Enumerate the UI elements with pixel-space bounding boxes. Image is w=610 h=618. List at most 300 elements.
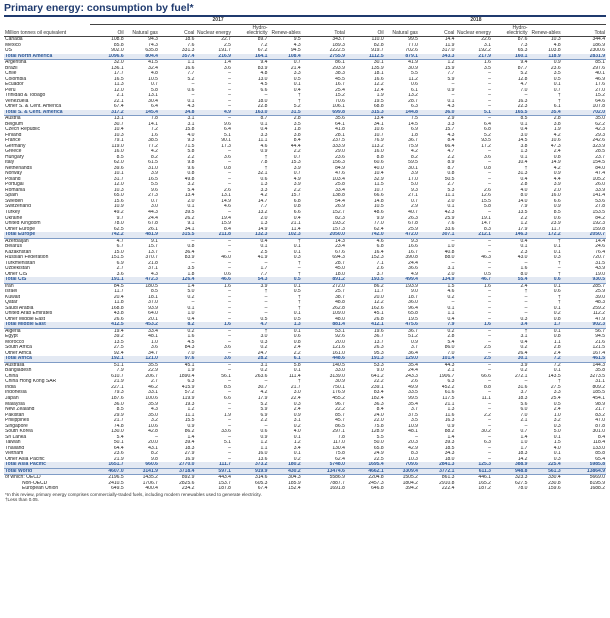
value-cell: 8.3: [410, 451, 418, 457]
value-cell: 159.6: [548, 486, 561, 492]
value-cell: 10.3: [408, 456, 418, 462]
value-cell: 5.1: [455, 110, 492, 116]
value-cell: 5.4: [187, 187, 195, 193]
row-label: Germany: [5, 143, 26, 149]
value-cell: 3.7: [376, 271, 384, 277]
value-cell: 117.5: [442, 396, 455, 401]
value-cell: 3.9: [293, 182, 301, 188]
column-header: Natural gas: [132, 30, 158, 36]
value-cell: 262.8: [332, 305, 345, 311]
value-cell: 15.5: [481, 198, 491, 204]
value-cell: 144.8: [385, 110, 419, 116]
row-label: Malaysia: [5, 401, 25, 407]
value-cell: 26.4: [517, 350, 528, 356]
value-cell: 185.9: [288, 480, 301, 486]
value-cell: 165.5: [492, 110, 529, 116]
value-cell: 646.8: [371, 486, 384, 492]
value-cell: 297.6: [592, 65, 605, 71]
value-cell: 7.9: [116, 368, 124, 374]
value-cell: 627.5: [514, 480, 528, 486]
value-cell: 3.1: [447, 266, 455, 272]
value-cell: 5985.8: [562, 462, 606, 468]
value-cell: 46.6: [195, 277, 232, 283]
value-cell: 38.7: [335, 294, 345, 300]
value-cell: 61.5: [148, 160, 158, 166]
value-cell: 85.7: [335, 412, 345, 418]
value-cell: –: [228, 350, 231, 356]
value-cell: 13.4: [184, 193, 195, 199]
value-cell: 5.6: [520, 401, 528, 407]
value-cell: 132.3: [232, 232, 269, 238]
row-label: Japan: [5, 396, 19, 401]
value-cell: 415.9: [181, 384, 195, 390]
value-cell: 6.1: [268, 356, 301, 362]
value-cell: 1.6: [187, 334, 195, 340]
value-cell: 108.4: [268, 54, 301, 60]
value-cell: –: [264, 93, 268, 99]
value-cell: 5.4: [116, 434, 124, 440]
value-cell: –: [488, 350, 491, 356]
value-cell: 31.5: [595, 260, 605, 266]
value-cell: 182.4: [371, 396, 384, 401]
value-cell: 12.0: [113, 182, 124, 188]
value-cell: 0.1: [520, 121, 528, 127]
value-cell: 11.1: [258, 138, 268, 144]
value-cell: 0.5: [483, 271, 491, 277]
value-cell: 9.9: [376, 215, 384, 221]
value-cell: 117.0: [332, 440, 345, 446]
row-label: Total Africa: [4, 356, 90, 362]
value-cell: 11.1: [481, 396, 491, 401]
value-cell: 125.3: [455, 462, 492, 468]
value-cell: 28.7: [408, 98, 418, 104]
value-cell: 34.1: [373, 121, 384, 127]
row-label: Venezuela: [5, 98, 29, 104]
value-cell: 0.1: [553, 434, 561, 440]
value-cell: 0.1: [293, 434, 301, 440]
value-cell: 7.6: [187, 42, 195, 48]
value-cell: 2.2: [293, 350, 301, 356]
value-cell: 3.9: [150, 171, 158, 177]
value-cell: 14.5: [408, 121, 418, 127]
value-cell: 4.3: [447, 132, 455, 138]
value-cell: 2.0: [187, 198, 195, 204]
value-cell: 16.6: [408, 244, 418, 250]
value-cell: 39.3: [444, 440, 455, 446]
value-cell: 26.0: [595, 182, 605, 188]
value-cell: 6.6: [223, 396, 231, 401]
value-cell: 38.5: [148, 138, 158, 144]
value-cell: 62.2: [595, 121, 605, 127]
value-cell: 6.6: [293, 209, 301, 215]
value-cell: 225.4: [528, 462, 561, 468]
value-cell: 75.8: [373, 423, 384, 429]
value-cell: 161.0: [332, 350, 345, 356]
value-cell: 5.4: [447, 339, 455, 345]
value-cell: 18.0: [444, 456, 455, 462]
value-cell: 11.5: [374, 182, 384, 188]
value-cell: –: [155, 434, 158, 440]
value-cell: 24.9: [373, 451, 384, 457]
value-cell: 31.5: [268, 110, 301, 116]
value-cell: 804.4: [125, 54, 159, 60]
value-cell: 307.1: [419, 232, 456, 238]
value-cell: –: [228, 171, 231, 177]
value-cell: 191.1: [90, 277, 124, 283]
value-cell: 370.7: [145, 255, 158, 261]
row-label: Brazil: [5, 65, 18, 71]
value-cell: †: [557, 238, 561, 244]
value-cell: 861.3: [441, 474, 455, 481]
value-cell: 107.8: [592, 104, 605, 110]
value-cell: 1.3: [520, 149, 528, 155]
value-cell: 216.9: [195, 54, 232, 60]
value-cell: –: [228, 362, 231, 368]
value-cell: 89.7: [257, 36, 268, 42]
value-cell: –: [488, 87, 491, 93]
value-cell: 1.4: [223, 59, 231, 66]
value-cell: 140.5: [332, 362, 345, 368]
value-cell: 7.7: [447, 71, 455, 77]
value-cell: 0.1: [293, 244, 301, 250]
value-cell: †: [297, 260, 301, 266]
value-cell: 9.0: [410, 289, 418, 295]
value-cell: 3.7: [410, 345, 418, 351]
value-cell: 67.8: [148, 221, 158, 227]
value-cell: 87.7: [517, 65, 528, 71]
row-label: Chile: [5, 71, 17, 77]
value-cell: 67.6: [335, 249, 345, 255]
row-label: Austria: [5, 115, 21, 122]
value-cell: 1.4: [447, 434, 455, 440]
value-cell: 0.7: [520, 429, 528, 435]
value-cell: 1.6: [483, 59, 491, 66]
value-cell: –: [488, 71, 491, 77]
value-cell: –: [228, 176, 231, 182]
value-cell: 2.2: [293, 187, 301, 193]
value-cell: 3.9: [293, 165, 301, 171]
value-cell: 3.7: [520, 390, 528, 396]
value-cell: –: [228, 115, 231, 122]
value-cell: 192.1: [90, 356, 124, 362]
value-cell: 0.7: [553, 87, 561, 93]
value-cell: 2050.7: [562, 232, 606, 238]
value-cell: 26.8: [373, 316, 384, 322]
value-cell: 103.4: [332, 176, 345, 182]
value-cell: –: [524, 294, 528, 300]
value-cell: 185.5: [592, 390, 605, 396]
value-cell: 1.2: [260, 440, 268, 446]
value-cell: 121.5: [592, 345, 605, 351]
value-cell: 152.7: [332, 209, 345, 215]
value-cell: 83.4: [373, 390, 384, 396]
value-cell: 6.1: [553, 104, 561, 110]
value-cell: 6.8: [376, 244, 384, 250]
value-cell: 6.0: [520, 407, 528, 413]
value-cell: 3.9: [520, 362, 528, 368]
column-header: Hydro-electricity: [506, 25, 528, 36]
value-cell: 5586.9: [329, 474, 345, 481]
value-cell: 357.4: [159, 54, 196, 60]
value-cell: 4.7: [116, 238, 124, 244]
value-cell: 6.8: [293, 198, 301, 204]
value-cell: –: [228, 87, 231, 93]
value-cell: 2770.0: [159, 462, 196, 468]
value-cell: –: [524, 379, 528, 385]
value-cell: 9.8: [150, 456, 158, 462]
row-label: Netherlands: [5, 165, 32, 171]
value-cell: 0.1: [447, 98, 455, 104]
value-cell: 54.4: [335, 198, 345, 204]
value-cell: 118.4: [592, 440, 605, 446]
value-cell: 5.2: [293, 104, 301, 110]
value-cell: 15.2: [335, 93, 345, 99]
value-cell: 15.8: [184, 127, 195, 133]
value-cell: 561.3: [528, 468, 561, 475]
value-cell: 0.1: [187, 204, 195, 210]
row-label: Other Europe: [5, 226, 36, 232]
value-cell: 3.2: [187, 182, 195, 188]
value-cell: 3.1: [187, 121, 195, 127]
value-cell: –: [297, 266, 301, 272]
value-cell: 9.6: [223, 121, 231, 127]
row-label: Czech Republic: [5, 127, 41, 133]
value-cell: 2.5: [455, 356, 492, 362]
value-cell: 42.8: [148, 429, 158, 435]
value-cell: 15.0: [113, 249, 124, 255]
value-cell: 37.5: [408, 412, 418, 418]
value-cell: 10.9: [113, 204, 124, 210]
value-cell: 452.2: [441, 384, 455, 390]
value-cell: 1505.2: [402, 474, 418, 481]
value-cell: 4.9: [293, 176, 301, 182]
value-cell: 40.8: [444, 249, 455, 255]
value-cell: 259.2: [592, 305, 605, 311]
value-cell: 32.1: [257, 171, 268, 177]
value-cell: 27.3: [148, 193, 158, 199]
value-cell: 0.3: [520, 316, 528, 322]
value-cell: –: [415, 434, 418, 440]
value-cell: 11.3: [114, 82, 124, 88]
value-cell: 3.6: [483, 154, 491, 160]
value-cell: 12.2: [373, 82, 384, 88]
value-cell: –: [488, 407, 491, 413]
value-cell: 3139.0: [329, 373, 345, 379]
value-cell: 11.7: [374, 289, 384, 295]
value-cell: –: [488, 300, 491, 306]
value-cell: 0.9: [447, 423, 455, 429]
value-cell: 32.9: [373, 176, 384, 182]
value-cell: 84.2: [595, 215, 605, 221]
value-cell: 3.6: [195, 356, 232, 362]
value-cell: 77.2: [148, 143, 158, 149]
value-cell: 36.7: [373, 334, 384, 340]
value-cell: 34.1: [184, 226, 195, 232]
value-cell: 702.6: [405, 48, 418, 54]
value-cell: 38.3: [335, 71, 345, 77]
value-cell: 649.5: [111, 486, 124, 492]
value-cell: 5669.0: [589, 474, 605, 481]
value-cell: 3.6: [116, 271, 124, 277]
value-cell: 16.4: [373, 249, 384, 255]
value-cell: 6.9: [410, 127, 418, 133]
value-cell: 2.2: [187, 154, 195, 160]
value-cell: 47.4: [595, 171, 605, 177]
value-cell: 49.2: [113, 209, 124, 215]
value-cell: 3.5: [483, 65, 491, 71]
value-cell: 112.2: [592, 311, 605, 317]
value-cell: 3.3: [260, 187, 268, 193]
value-cell: 111.4: [288, 373, 301, 379]
value-cell: –: [488, 362, 491, 368]
value-cell: –: [228, 368, 231, 374]
value-cell: 193.2: [332, 221, 345, 227]
value-cell: 5.0: [553, 429, 561, 435]
value-cell: 83.2: [595, 412, 605, 418]
value-cell: 0.2: [260, 368, 268, 374]
value-cell: 333.9: [332, 143, 345, 149]
value-cell: 611.3: [455, 468, 492, 475]
value-cell: 5.9: [447, 76, 455, 82]
value-cell: 24.0: [373, 412, 384, 418]
value-cell: 7.2: [260, 42, 268, 48]
value-cell: 64.0: [148, 311, 158, 317]
value-cell: 15.2: [595, 93, 605, 99]
value-cell: 71.5: [184, 143, 195, 149]
row-label: United Arab Emirates: [5, 311, 53, 317]
value-cell: 92.6: [335, 334, 345, 340]
value-cell: 100.6: [145, 396, 158, 401]
column-header: Coal: [444, 30, 455, 36]
value-cell: 35.9: [148, 401, 158, 407]
value-cell: 95.3: [373, 350, 384, 356]
row-label: Other Asia Pacific: [5, 456, 45, 462]
value-cell: 28.5: [595, 149, 605, 155]
value-cell: 8.9: [447, 160, 455, 166]
value-cell: 16.6: [184, 65, 195, 71]
value-cell: 151.5: [111, 255, 124, 261]
value-cell: 472.0: [385, 232, 419, 238]
value-cell: 30.1: [408, 165, 418, 171]
value-cell: †: [297, 294, 301, 300]
value-cell: 6.7: [116, 244, 124, 250]
value-cell: 0.1: [553, 305, 561, 311]
row-label: Ecuador: [5, 82, 24, 88]
value-cell: 304.3: [288, 474, 301, 481]
value-cell: 86.2: [373, 283, 384, 289]
value-cell: 9.1: [187, 221, 195, 227]
row-label: Russian Federation: [5, 255, 49, 261]
value-cell: 0.6: [260, 429, 268, 435]
value-cell: 0.9: [187, 423, 195, 429]
value-cell: 1691.8: [329, 486, 345, 492]
value-cell: 0.1: [293, 283, 301, 289]
value-cell: 157.3: [332, 226, 345, 232]
value-cell: 26.3: [408, 215, 418, 221]
value-cell: 186.9: [592, 42, 605, 48]
value-cell: 27.0: [595, 87, 605, 93]
value-cell: 7.9: [520, 204, 528, 210]
value-cell: 10.6: [550, 138, 561, 144]
value-cell: 8.4: [376, 407, 384, 413]
value-cell: 301.0: [592, 429, 605, 435]
value-cell: 4.0: [187, 132, 195, 138]
value-cell: 0.5: [293, 316, 301, 322]
value-cell: –: [264, 423, 268, 429]
value-cell: 83.9: [257, 65, 268, 71]
value-cell: 1.3: [447, 407, 455, 413]
value-cell: 144.3: [592, 362, 605, 368]
value-cell: 18.3: [517, 451, 528, 457]
value-cell: 121.0: [125, 356, 159, 362]
value-cell: 211.8: [195, 232, 232, 238]
value-cell: 472.3: [125, 277, 159, 283]
value-cell: –: [228, 456, 231, 462]
value-cell: 10.6: [373, 127, 384, 133]
value-cell: 0.3: [553, 255, 561, 261]
value-cell: 193.9: [405, 283, 418, 289]
row-label: Kazakhstan: [5, 249, 32, 255]
value-cell: 230.8: [548, 480, 561, 486]
value-cell: 8.0: [520, 271, 528, 277]
value-cell: 3718.4: [159, 468, 196, 475]
page-title: Primary energy: consumption by fuel*: [4, 2, 194, 14]
value-cell: 3.3: [553, 390, 561, 396]
value-cell: 3.0: [260, 334, 268, 340]
value-cell: 0.1: [260, 244, 268, 250]
value-cell: 19.5: [373, 98, 384, 104]
value-cell: 19.4: [113, 328, 124, 334]
value-cell: 461.5: [562, 356, 606, 362]
value-cell: 610.7: [111, 373, 124, 379]
value-cell: 2.8: [293, 115, 301, 122]
value-cell: 879.1: [385, 54, 419, 60]
row-label: Australia: [5, 362, 25, 368]
value-cell: 0.1: [553, 328, 561, 334]
row-label: Thailand: [5, 445, 25, 451]
value-cell: 237.5: [332, 138, 345, 144]
value-cell: 51.1: [113, 362, 124, 368]
value-cell: 1.7: [520, 445, 528, 451]
value-cell: 0.8: [223, 165, 231, 171]
value-cell: 8.4: [293, 138, 301, 144]
value-cell: 0.1: [293, 368, 301, 374]
row-label: Poland: [5, 176, 21, 182]
value-cell: 242.6: [592, 138, 605, 144]
footnote-row: [4, 497, 606, 503]
value-cell: 481.9: [125, 232, 159, 238]
value-cell: 5.5: [376, 434, 384, 440]
value-cell: 10.3: [113, 132, 124, 138]
value-cell: 0.3: [293, 401, 301, 407]
value-cell: 0.5: [553, 401, 561, 407]
value-cell: 3.6: [223, 345, 231, 351]
value-cell: 2.1: [520, 418, 528, 424]
value-cell: 453.2: [125, 322, 159, 328]
value-cell: 41.9: [257, 255, 268, 261]
value-cell: 25.9: [595, 289, 605, 295]
table-body: [4, 37, 606, 503]
value-cell: 47.0: [595, 418, 605, 424]
value-cell: 4662.1: [346, 468, 385, 475]
value-cell: 272.1: [514, 373, 528, 379]
value-cell: 24.4: [408, 260, 418, 266]
value-cell: 5.8: [187, 149, 195, 155]
value-cell: 9.5: [293, 36, 301, 42]
value-cell: 0.2: [447, 328, 455, 334]
value-cell: 77.0: [373, 221, 384, 227]
value-cell: 4.0: [520, 187, 528, 193]
